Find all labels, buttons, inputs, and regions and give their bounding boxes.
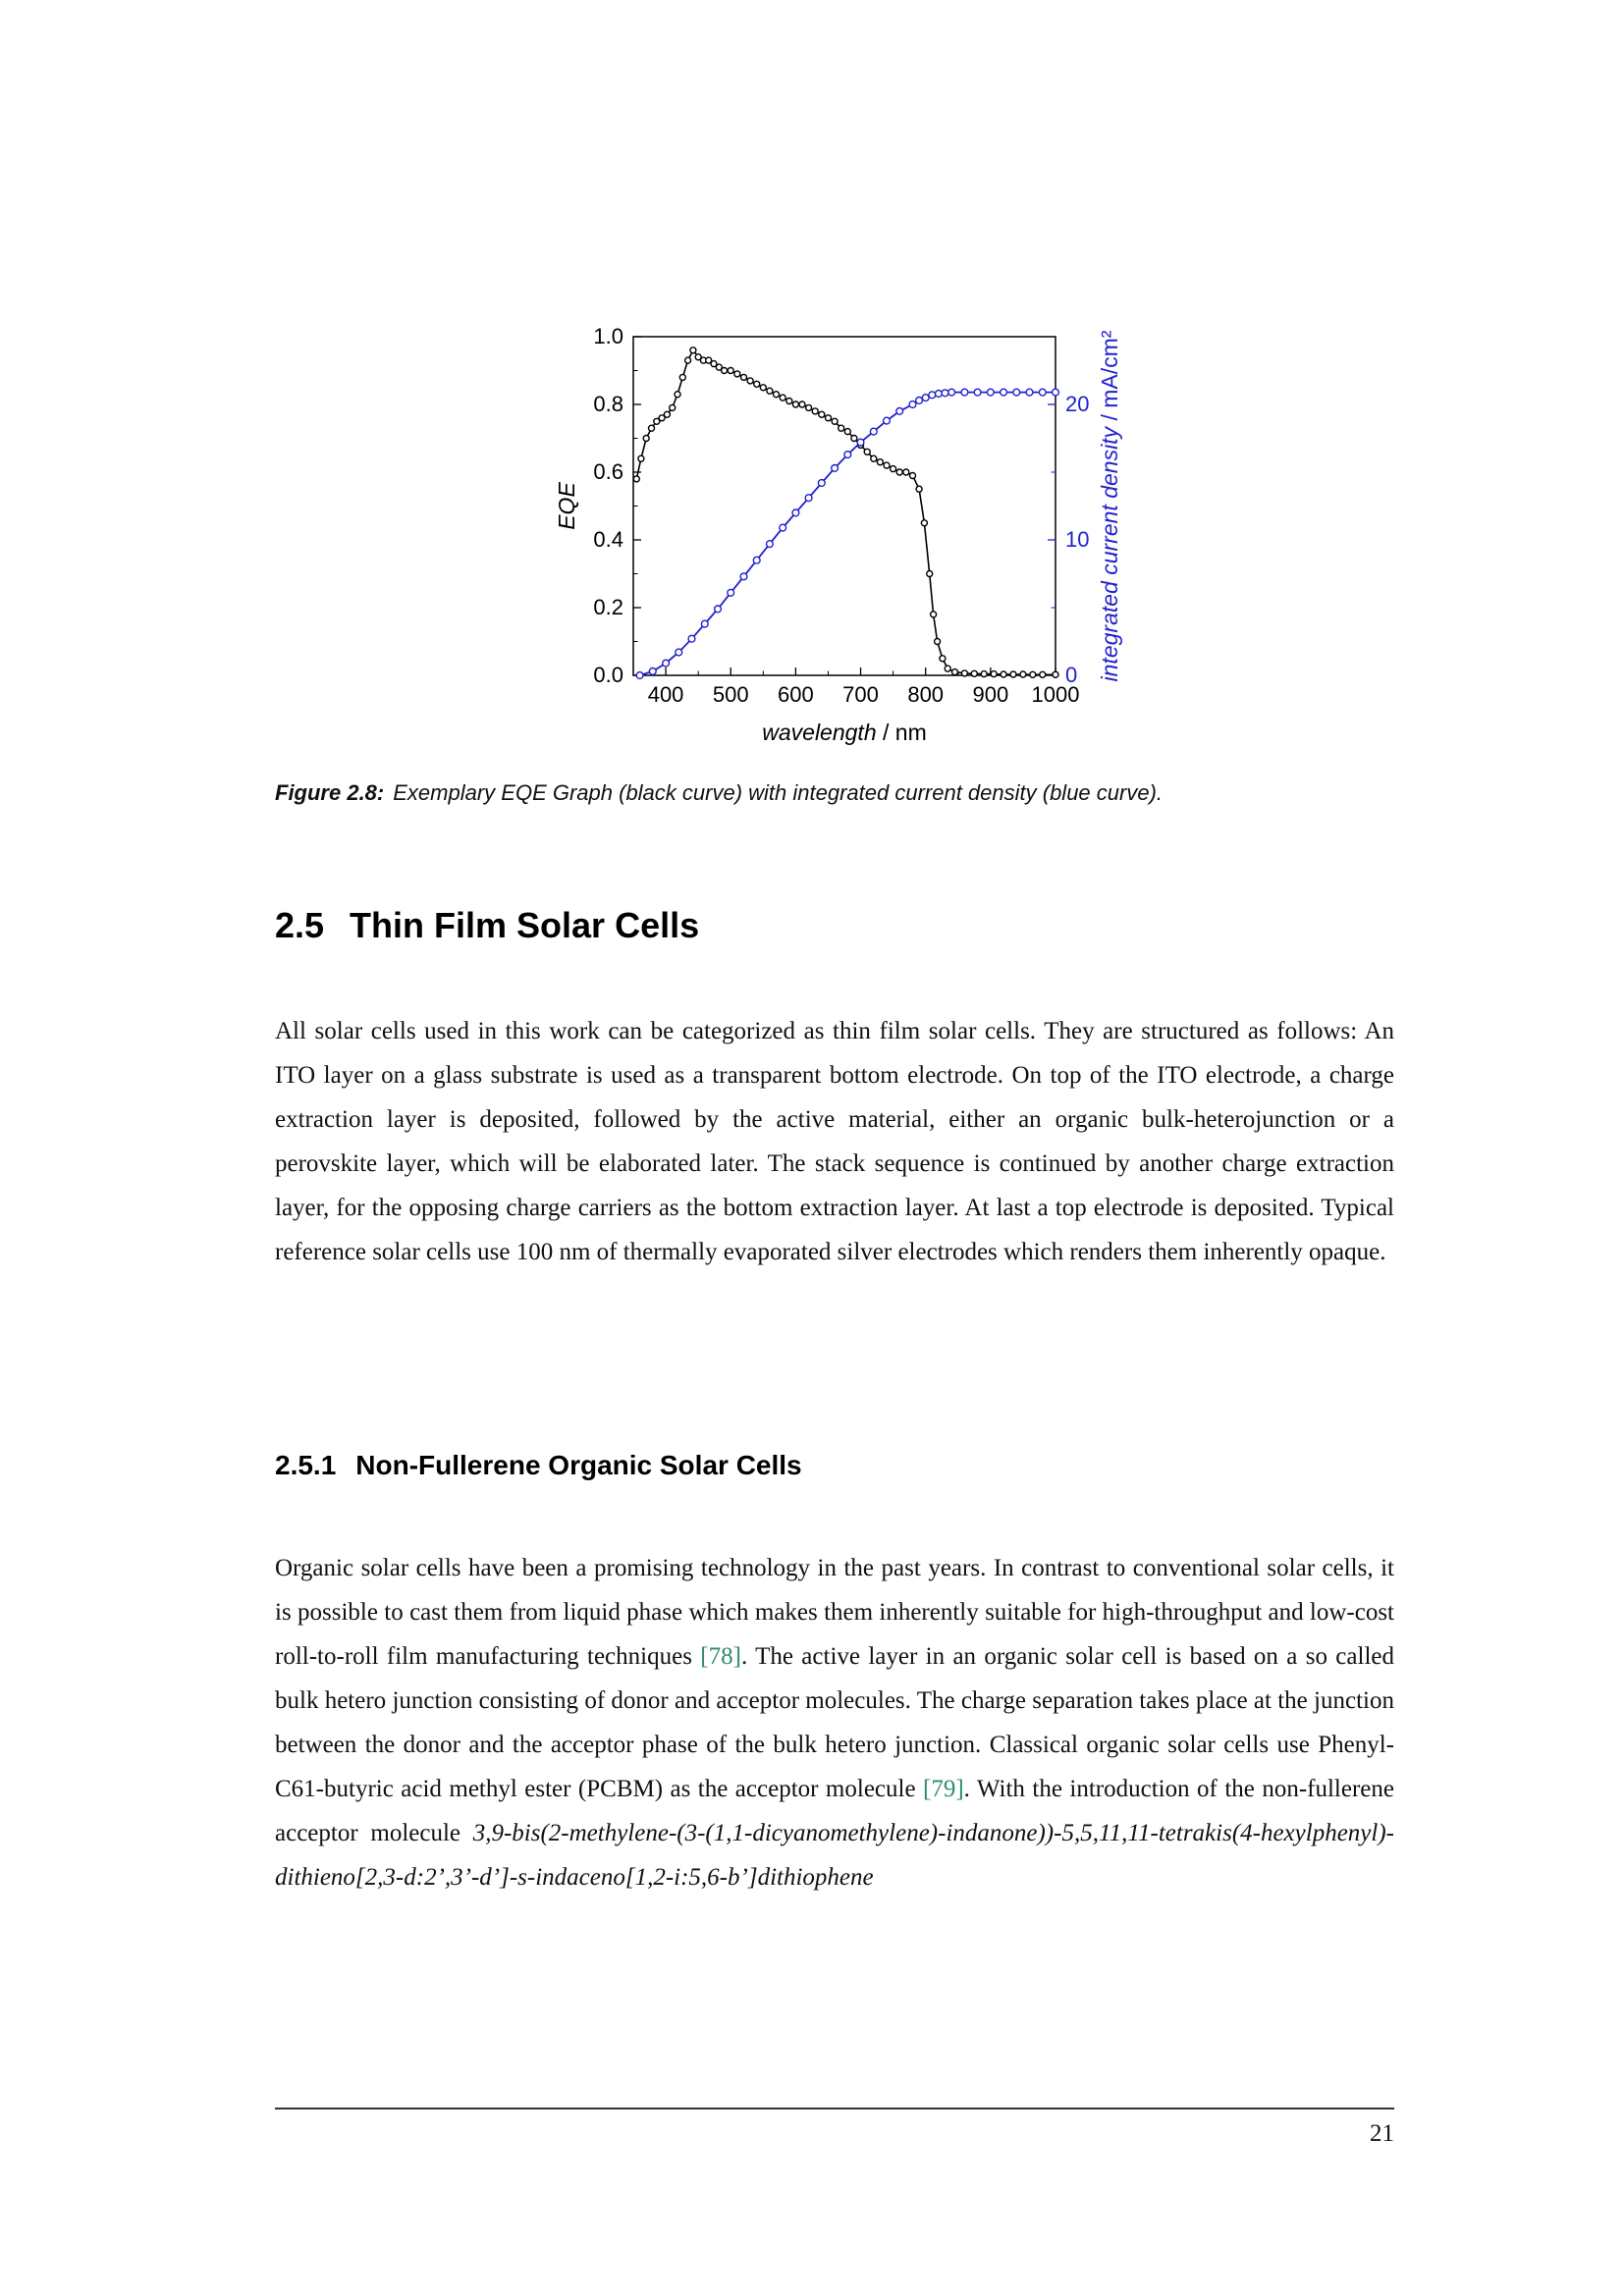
section-number: 2.5 xyxy=(275,905,325,945)
text-segment: . With the introduction of the non-fullerene acceptor molecule xyxy=(275,1776,1394,1846)
paragraph-thin-film-solar-cells: All solar cells used in this work can be categorized as thin film solar cells. They are structured as follows: An ITO layer on a glass substrate is used as a transparent bottom electrode. On top of the ITO electrode, a charge extraction layer is deposited, followed by the active material, either an organic bulk-heterojunction or a perovskite layer, which will be elaborated later. The stack sequence is continued by another charge extraction layer, for the opposing charge carriers as the bottom extraction layer. At last a top electrode is deposited. Typical reference solar cells use 100 nm of thermally evaporated silver electrodes which renders them inherently opaque. xyxy=(275,1018,1394,1265)
figure-caption-label: Figure 2.8: xyxy=(275,780,385,805)
subsection-heading xyxy=(275,1450,802,1481)
svg-text:900: 900 xyxy=(972,682,1009,707)
svg-text:600: 600 xyxy=(778,682,814,707)
svg-text:700: 700 xyxy=(842,682,879,707)
svg-text:10: 10 xyxy=(1065,527,1090,552)
footer-rule xyxy=(275,2108,1394,2109)
svg-text:1.0: 1.0 xyxy=(593,324,623,348)
paragraph-organic-solar-cells xyxy=(275,1546,1394,1899)
subsection-number: 2.5.1 xyxy=(275,1450,337,1480)
svg-text:500: 500 xyxy=(712,682,749,707)
figure-caption xyxy=(275,777,1394,808)
eqe-series xyxy=(633,347,1058,678)
chart-axes xyxy=(593,324,1089,707)
svg-text:20: 20 xyxy=(1065,392,1090,416)
left-axis-title: EQE xyxy=(554,482,579,530)
text-segment: 3,9-bis(2-methylene-(3-(1,1-dicyanomethylene)-indanone))-5,5,11,11-tetrakis(4-hexylphenyl)-dithieno[2,3-d:2’,3’-d’]-s-indaceno[1,2-i:5,6-b’]dithiophene xyxy=(275,1820,1394,1891)
figure-caption-text: Exemplary EQE Graph (black curve) with integrated current density (blue curve). xyxy=(393,780,1164,805)
x-axis-title: wavelength / nm xyxy=(762,720,927,745)
subsection-title: Non-Fullerene Organic Solar Cells xyxy=(355,1450,802,1480)
svg-text:0.2: 0.2 xyxy=(593,595,623,619)
section-title: Thin Film Solar Cells xyxy=(350,905,700,945)
svg-text:0.0: 0.0 xyxy=(593,663,623,687)
text-segment: . The active layer in an organic solar cell is based on a so called bulk hetero junction consisting of donor and acceptor molecules. The charge separation takes place at the junction between the donor and the acceptor phase of the bulk hetero junction. Classical organic solar cells use Phenyl-C61-butyric acid methyl ester (PCBM) as the acceptor molecule xyxy=(275,1643,1394,1802)
right-axis-title: integrated current density / mA/cm² xyxy=(1097,330,1122,682)
svg-text:0: 0 xyxy=(1065,663,1078,687)
text-segment: Organic solar cells have been a promising technology in the past years. In contrast to conventional solar cells, it is possible to cast them from liquid phase which makes them inherently suitable for high-throughput and low-cost roll-to-roll film manufacturing techniques xyxy=(275,1555,1394,1670)
svg-text:800: 800 xyxy=(907,682,945,707)
page-number: 21 xyxy=(1370,2120,1394,2147)
citation-link[interactable]: [79] xyxy=(923,1776,964,1802)
svg-text:0.4: 0.4 xyxy=(593,527,623,552)
citation-link[interactable]: [78] xyxy=(700,1643,741,1670)
svg-text:0.8: 0.8 xyxy=(593,392,623,416)
svg-text:1000: 1000 xyxy=(1031,682,1080,707)
svg-text:400: 400 xyxy=(647,682,684,707)
chart-svg xyxy=(530,290,1198,859)
svg-text:0.6: 0.6 xyxy=(593,459,623,484)
section-heading xyxy=(275,905,699,946)
